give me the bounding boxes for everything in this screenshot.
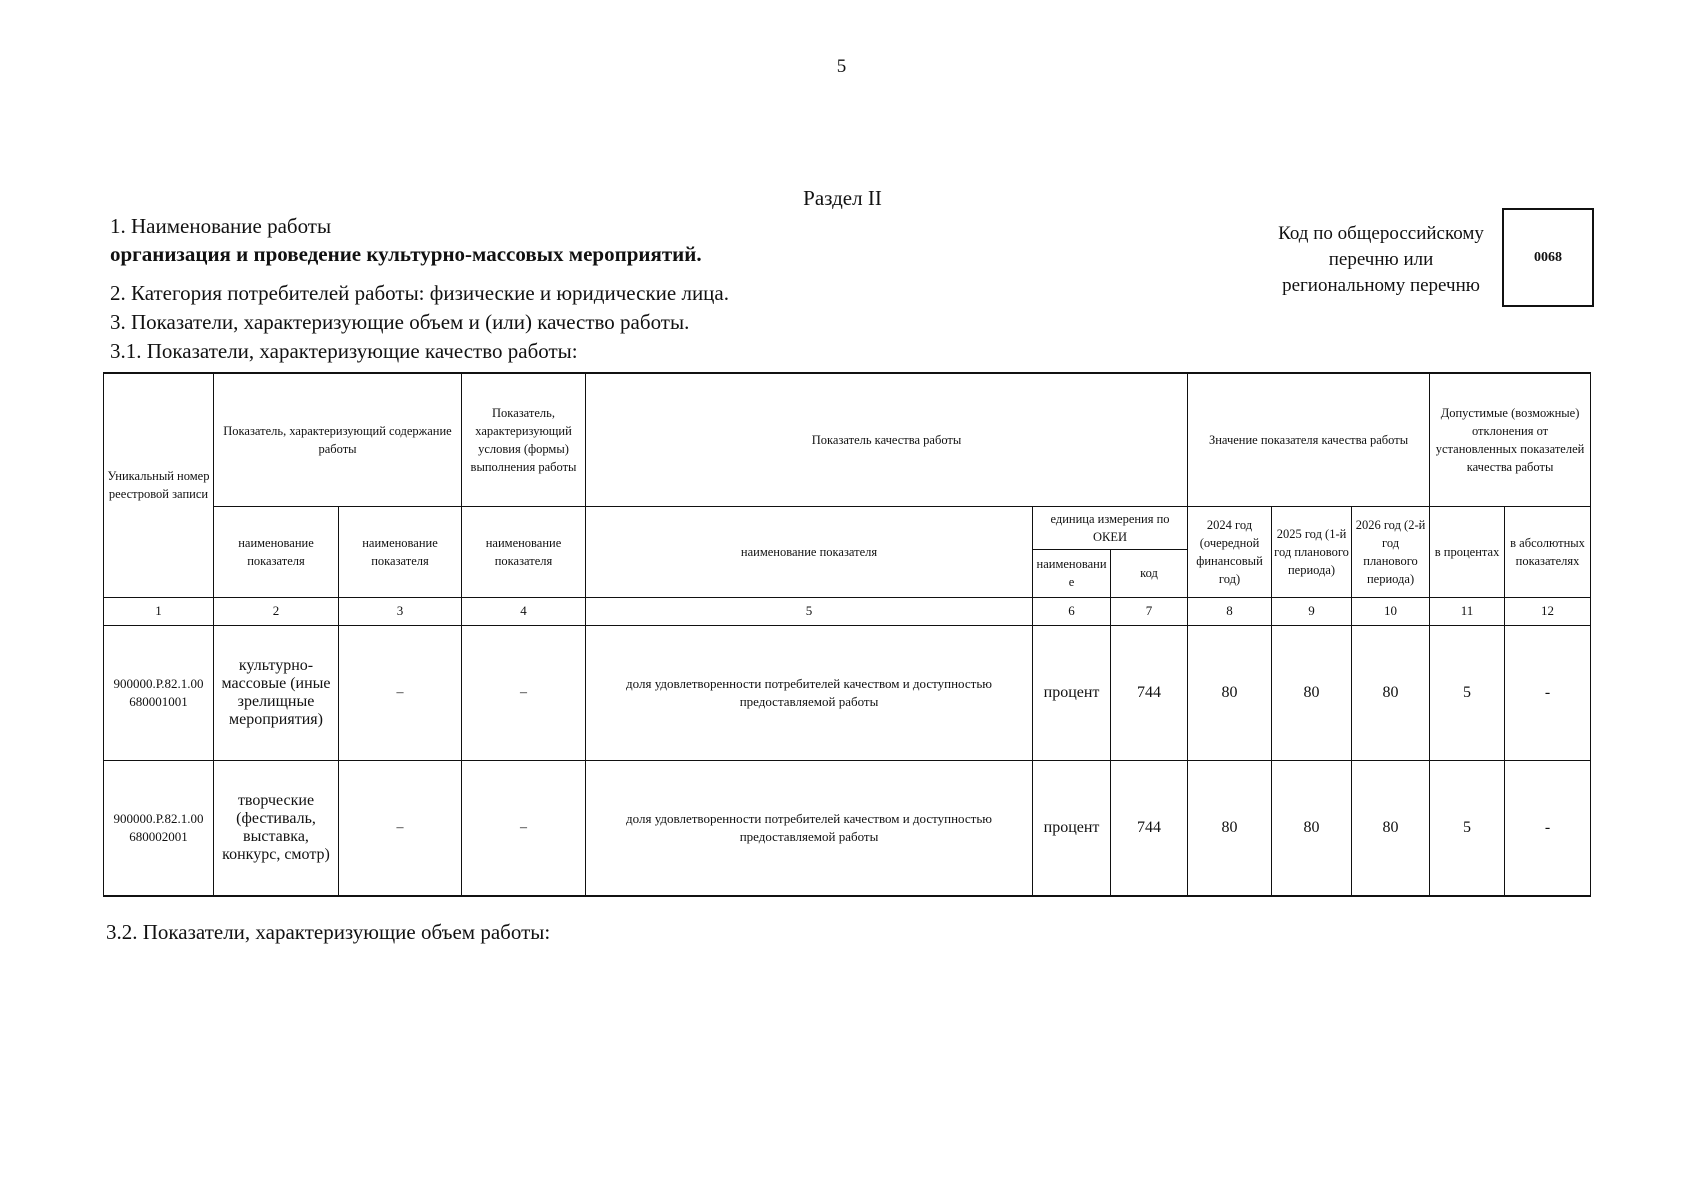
header-deviation-percent: в процентах: [1430, 506, 1505, 597]
volume-indicators-title: 3.2. Показатели, характеризующие объем работы:: [106, 920, 551, 944]
content-indicator-cell: культурно-массовые (иные зрелищные мероприятия): [214, 625, 339, 760]
column-number-row: [104, 597, 1591, 625]
header-content-indicator: Показатель, характеризующий содержание работы: [214, 373, 462, 506]
table-row: [104, 760, 1591, 896]
column-number: 11: [1430, 597, 1505, 625]
unit-code-cell: 744: [1111, 625, 1188, 760]
header-content-name-2: наименование показателя: [339, 506, 462, 597]
registry-code-label-line1: Код по общероссийскому: [1278, 223, 1484, 244]
quality-indicator-name-cell: доля удовлетворенности потребителей качеством и доступностью предоставляемой работы: [586, 625, 1033, 760]
header-quality-indicator-name: наименование показателя: [586, 506, 1033, 597]
column-number: 4: [462, 597, 586, 625]
column-number: 1: [104, 597, 214, 625]
unit-name-cell: процент: [1033, 760, 1111, 896]
value-2026-cell: 80: [1352, 760, 1430, 896]
consumer-category: 2. Категория потребителей работы: физические и юридические лица.: [110, 281, 729, 305]
condition-indicator-cell: –: [462, 760, 586, 896]
registry-number-cell: 900000.Р.82.1.00 680002001: [104, 760, 214, 896]
work-name-label: 1. Наименование работы: [110, 214, 332, 238]
quality-indicators-title: 3.1. Показатели, характеризующие качество работы:: [110, 339, 578, 363]
header-quality-indicator: Показатель качества работы: [586, 373, 1188, 506]
column-number: 3: [339, 597, 462, 625]
quality-indicator-name-cell: доля удовлетворенности потребителей качеством и доступностью предоставляемой работы: [586, 760, 1033, 896]
content-indicator-2-cell: –: [339, 625, 462, 760]
deviation-percent-cell: 5: [1430, 625, 1505, 760]
header-condition-indicator: Показатель, характеризующий условия (формы) выполнения работы: [462, 373, 586, 506]
content-indicator-cell: творческие (фестиваль, выставка, конкурс, смотр): [214, 760, 339, 896]
registry-number-cell: 900000.Р.82.1.00 680001001: [104, 625, 214, 760]
header-unit-code: код: [1111, 549, 1188, 597]
column-number: 7: [1111, 597, 1188, 625]
registry-code-box: [1502, 208, 1594, 307]
column-number: 9: [1272, 597, 1352, 625]
header-unique-number: Уникальный номер реестровой записи: [104, 373, 214, 597]
value-2024-cell: 80: [1188, 760, 1272, 896]
header-deviation-absolute: в абсолютных показателях: [1505, 506, 1591, 597]
column-number: 2: [214, 597, 339, 625]
section-title: Раздел II: [803, 186, 882, 210]
table-row: [104, 625, 1591, 760]
header-year-2024: 2024 год (очередной финансовый год): [1188, 506, 1272, 597]
header-year-2025: 2025 год (1-й год планового периода): [1272, 506, 1352, 597]
value-2025-cell: 80: [1272, 760, 1352, 896]
value-2025-cell: 80: [1272, 625, 1352, 760]
unit-name-cell: процент: [1033, 625, 1111, 760]
column-number: 10: [1352, 597, 1430, 625]
header-indicator-value: Значение показателя качества работы: [1188, 373, 1430, 506]
registry-code-label-line3: региональному перечню: [1282, 275, 1480, 296]
header-unit-name: наименование: [1033, 549, 1111, 597]
header-allowed-deviation: Допустимые (возможные) отклонения от установленных показателей качества работы: [1430, 373, 1591, 506]
header-year-2026: 2026 год (2-й год планового периода): [1352, 506, 1430, 597]
registry-code-value: 0068: [1534, 249, 1562, 265]
registry-code-label-line2: перечню или: [1328, 249, 1434, 270]
column-number: 8: [1188, 597, 1272, 625]
content-indicator-2-cell: –: [339, 760, 462, 896]
condition-indicator-cell: –: [462, 625, 586, 760]
deviation-percent-cell: 5: [1430, 760, 1505, 896]
work-name-value: организация и проведение культурно-массовых мероприятий.: [110, 242, 702, 266]
value-2024-cell: 80: [1188, 625, 1272, 760]
header-okei-unit: единица измерения по ОКЕИ: [1033, 506, 1188, 549]
column-number: 6: [1033, 597, 1111, 625]
deviation-absolute-cell: -: [1505, 760, 1591, 896]
indicators-title: 3. Показатели, характеризующие объем и (или) качество работы.: [110, 310, 690, 334]
column-number: 5: [586, 597, 1033, 625]
value-2026-cell: 80: [1352, 625, 1430, 760]
registry-code-label: [1262, 221, 1500, 299]
quality-indicators-table: [103, 372, 1591, 897]
unit-code-cell: 744: [1111, 760, 1188, 896]
header-content-name-1: наименование показателя: [214, 506, 339, 597]
page-number: 5: [836, 56, 847, 77]
column-number: 12: [1505, 597, 1591, 625]
deviation-absolute-cell: -: [1505, 625, 1591, 760]
header-condition-name: наименование показателя: [462, 506, 586, 597]
